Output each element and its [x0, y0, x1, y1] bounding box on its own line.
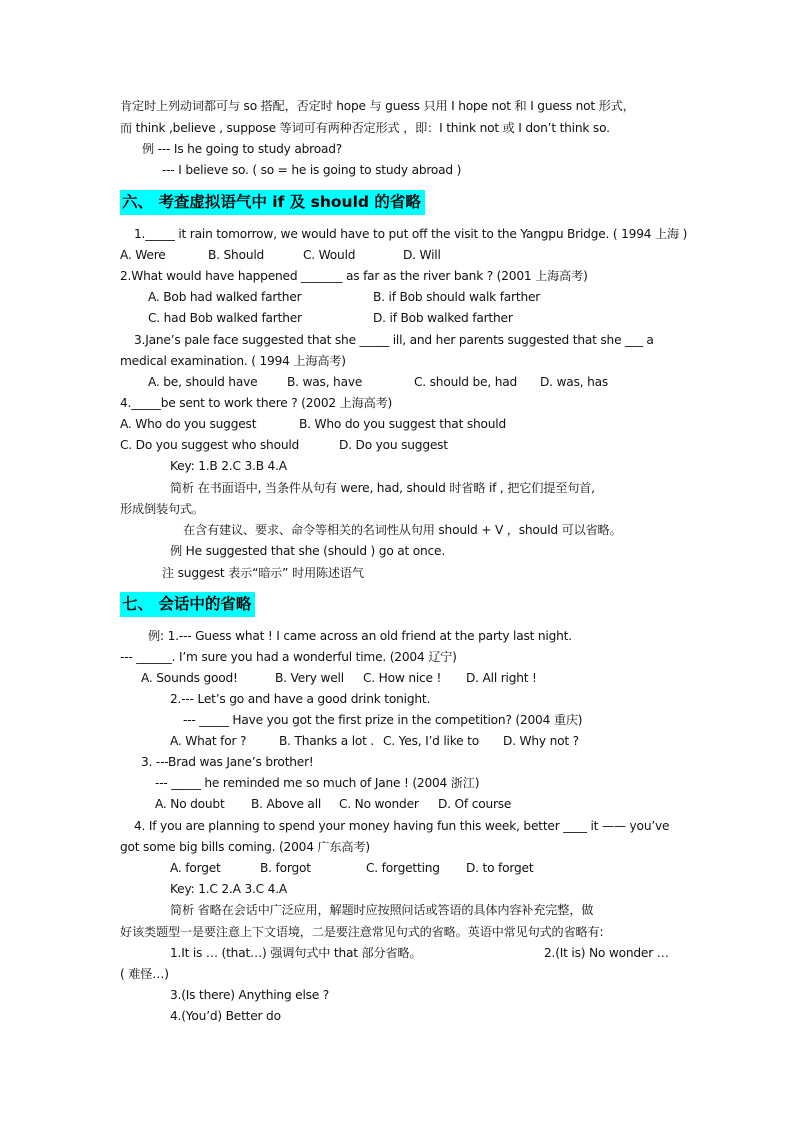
s6-answer-key: Key: 1.B 2.C 3.B 4.A	[170, 459, 287, 473]
s6-analysis-line-3: 在含有建议、要求、命令等相关的名词性从句用 should + V ，should 可以省略。	[183, 523, 622, 537]
s6-q2-option-b: B. if Bob should walk farther	[373, 290, 541, 304]
s6-q2-option-a: A. Bob had walked farther	[148, 290, 302, 304]
intro-example-answer: --- I believe so. ( so = he is going to study abroad )	[162, 163, 462, 177]
s7-ellipsis-item-4: 4.(You’d) Better do	[170, 1009, 281, 1023]
s7-q2-option-b: B. Thanks a lot .	[279, 734, 375, 748]
s7-analysis-line-2: 好该类题型一是要注意上下文语境，二是要注意常见句式的省略。英语中常见句式的省略有:	[120, 925, 604, 939]
s6-note: 注 suggest 表示“暗示” 时用陈述语气	[162, 566, 364, 580]
s6-q3-option-a: A. be, should have	[148, 375, 258, 389]
section-6-heading: 六、 考查虚拟语气中 if 及 should 的省略	[120, 190, 425, 215]
s6-example: 例 He suggested that she (should ) go at once.	[170, 544, 446, 558]
s6-q4-option-c: C. Do you suggest who should	[120, 438, 300, 452]
s7-question-4-line-2: got some big bills coming. (2004 广东高考)	[120, 840, 370, 854]
s7-question-4-line-1: 4. If you are planning to spend your money having fun this week, better ____ it —— you’ve	[134, 819, 670, 833]
s7-q1-option-a: A. Sounds good!	[141, 671, 238, 685]
s7-q3-option-c: C. No wonder	[339, 797, 419, 811]
section-7-heading: 七、 会话中的省略	[120, 592, 255, 617]
s6-q1-option-a: A. Were	[120, 248, 166, 262]
s6-question-2: 2.What would have happened _______ as far as the river bank ? (2001 上海高考)	[120, 269, 588, 283]
intro-line-1: 肯定时上列动词都可与 so 搭配，否定时 hope 与 guess 只用 I hope not 和 I guess not 形式，	[120, 99, 635, 113]
s7-ellipsis-item-1: 1.It is … (that…) 强调句式中 that 部分省略。	[170, 946, 422, 960]
s7-ellipsis-item-2-cont: ( 难怪…)	[120, 967, 169, 981]
s7-q3-option-a: A. No doubt	[155, 797, 225, 811]
s6-q3-option-d: D. was, has	[540, 375, 609, 389]
s6-q4-option-d: D. Do you suggest	[339, 438, 448, 452]
s7-q2-option-d: D. Why not ?	[503, 734, 579, 748]
s7-q4-option-a: A. forget	[170, 861, 221, 875]
s6-q2-option-d: D. if Bob walked farther	[373, 311, 513, 325]
s7-question-2: 2.--- Let’s go and have a good drink tonight.	[170, 692, 431, 706]
s7-q4-option-c: C. forgetting	[366, 861, 440, 875]
s7-question-3-reply: --- _____ he reminded me so much of Jane ! (2004 浙江)	[155, 776, 480, 790]
s7-ellipsis-item-3: 3.(Is there) Anything else ?	[170, 988, 330, 1002]
s7-q4-option-b: B. forgot	[260, 861, 311, 875]
s7-q3-option-d: D. Of course	[438, 797, 512, 811]
s6-q1-option-d: D. Will	[403, 248, 441, 262]
s6-question-3-line-2: medical examination. ( 1994 上海高考)	[120, 354, 346, 368]
s7-analysis-line-1: 简析 省略在会话中广泛应用，解题时应按照问话或答语的具体内容补充完整，做	[170, 903, 594, 917]
s6-question-3-line-1: 3.Jane’s pale face suggested that she _____ ill, and her parents suggested that she ___ a	[134, 333, 654, 347]
s6-q2-option-c: C. had Bob walked farther	[148, 311, 302, 325]
s7-question-3: 3. ---Brad was Jane’s brother!	[141, 755, 314, 769]
s6-q1-option-b: B. Should	[208, 248, 265, 262]
s7-q1-option-c: C. How nice !	[363, 671, 442, 685]
intro-example-question: 例 --- Is he going to study abroad?	[142, 142, 343, 156]
s7-q2-option-c: C. Yes, I’d like to	[383, 734, 479, 748]
s7-question-1-reply: --- ______. I’m sure you had a wonderful time. (2004 辽宁)	[120, 650, 457, 664]
s6-question-4: 4._____be sent to work there ? (2002 上海高考)	[120, 396, 393, 410]
s6-q3-option-b: B. was, have	[287, 375, 363, 389]
s7-question-2-reply: --- _____ Have you got the first prize in the competition? (2004 重庆)	[183, 713, 583, 727]
s7-ellipsis-item-2: 2.(It is) No wonder …	[544, 946, 669, 960]
s6-analysis-line-2: 形成倒装句式。	[120, 502, 204, 516]
s6-q1-option-c: C. Would	[303, 248, 356, 262]
intro-line-2: 而 think ,believe , suppose 等词可有两种否定形式 ，即：I think not 或 I don’t think so.	[120, 121, 610, 135]
s7-answer-key: Key: 1.C 2.A 3.C 4.A	[170, 882, 288, 896]
s6-q3-option-c: C. should be, had	[414, 375, 518, 389]
s7-q4-option-d: D. to forget	[466, 861, 534, 875]
s7-q2-option-a: A. What for ?	[170, 734, 247, 748]
s7-question-1: 例: 1.--- Guess what ! I came across an old friend at the party last night.	[148, 629, 572, 643]
s6-analysis-line-1: 简析 在书面语中, 当条件从句有 were, had, should 时省略 if , 把它们提至句首,	[170, 481, 595, 495]
s6-q4-option-a: A. Who do you suggest	[120, 417, 257, 431]
s6-question-1: 1._____ it rain tomorrow, we would have to put off the visit to the Yangpu Bridge. ( 1994 上海 )	[134, 227, 688, 241]
s7-q3-option-b: B. Above all	[251, 797, 322, 811]
s7-q1-option-d: D. All right !	[466, 671, 537, 685]
s6-q4-option-b: B. Who do you suggest that should	[299, 417, 506, 431]
s7-q1-option-b: B. Very well	[275, 671, 344, 685]
